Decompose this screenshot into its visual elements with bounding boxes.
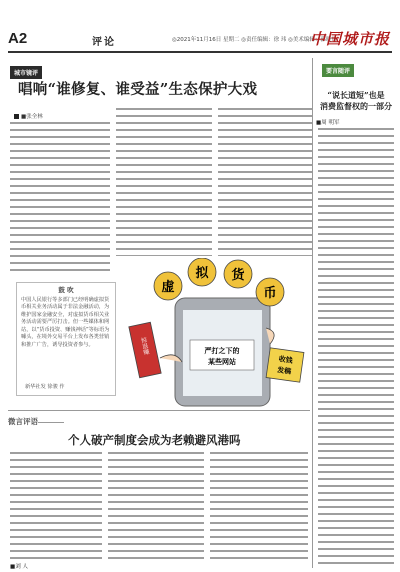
yellow-sign-text-1: 收钱 [278, 355, 294, 365]
bubble-3-text: 货 [231, 268, 245, 283]
right-headline-line-1: “说长道短”也是 [327, 90, 385, 100]
right-headline-line-2: 消费监督权的一部分 [320, 101, 392, 111]
newspaper-logo: 中国城市报 [309, 30, 390, 48]
article-separator [8, 410, 310, 411]
caption-text: 中国人民银行等多部门已经明确虚拟货币相关业务活动属于非法金融活动，为维护国家金融安全，对虚拟货币相关业务活动需要严厉打击。但一些媒体和网站，以“货币投资、赚钱神话”等标语为噱头，在境外交易平台上发布各类营销和推广广告，诱导投资者参与。 [21, 296, 110, 348]
right-body [318, 128, 394, 566]
edition-meta: ◎2021年11月16日 星期二 ◎责任编辑：徐 玮 ◎美术编辑：郭晓丹 [172, 37, 337, 43]
page-number: A2 [8, 30, 28, 47]
bubble-1-text: 虚 [161, 280, 175, 295]
byline [14, 112, 43, 120]
column-divider [312, 58, 313, 568]
byline-marker-icon [14, 114, 19, 119]
yellow-sign-text-2: 发稿 [276, 366, 292, 376]
right-tag: 要言随评 [322, 64, 354, 77]
page-header [0, 0, 400, 54]
article-tag: 城市镜评 [10, 66, 42, 79]
cartoon-caption-box [16, 282, 116, 396]
section-title: 评论 [92, 37, 116, 48]
article-body-col-3 [218, 108, 312, 256]
header-rule [8, 51, 392, 53]
screen-label-text-1: 严打之下的 [204, 347, 240, 355]
article-body-col-2 [116, 108, 212, 256]
article2-body-col-3 [210, 452, 308, 560]
yellow-sign [266, 348, 304, 382]
article2-tag [8, 416, 64, 427]
bubble-2-text: 拟 [195, 266, 209, 281]
caption-credit: 新华社发 徐骏 作 [25, 383, 65, 390]
caption-title: 鼓 吹 [58, 286, 74, 294]
cartoon-illustration [120, 258, 310, 408]
right-byline: ■周 明军 [316, 120, 340, 126]
right-headline [316, 90, 396, 112]
byline-text: ■张全林 [21, 114, 43, 120]
bubble-4-text: 币 [263, 286, 277, 301]
screen-label-text-2: 某些网站 [208, 358, 236, 366]
article2-tag-text: 微言评语 [8, 417, 38, 426]
article2-byline: ■刘 人 [10, 564, 28, 570]
article2-headline: 个人破产制度会成为老赖避风港吗 [68, 433, 241, 447]
headline-text: 唱响“谁修复、谁受益”生态保护大戏 [18, 81, 258, 98]
article2-body-col-2 [108, 452, 204, 560]
red-sign-text: 惊退赚 [138, 336, 150, 356]
article2-body-col-1 [10, 452, 102, 560]
article-body-col-1 [10, 122, 110, 272]
